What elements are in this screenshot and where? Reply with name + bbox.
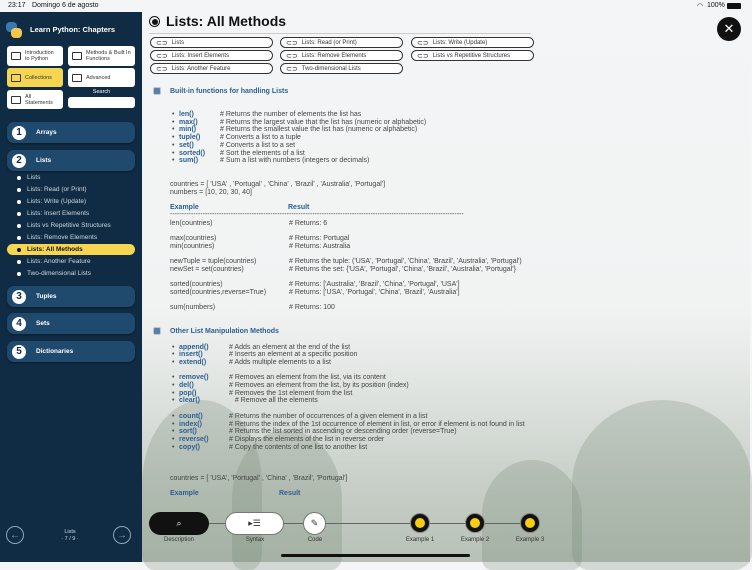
method-name: extend() bbox=[179, 358, 207, 366]
method-comment: # Returns the index of the 1st occurrence of element in list, or error if element is not found in list bbox=[229, 420, 525, 428]
bullet-dot: • bbox=[172, 126, 175, 134]
chapter-arrays[interactable] bbox=[7, 122, 135, 143]
chapter-label: Dictionaries bbox=[36, 348, 74, 355]
bullet-icon bbox=[17, 272, 21, 276]
sidebar-subitem[interactable] bbox=[7, 196, 135, 207]
description-icon: ⌕ bbox=[176, 518, 182, 528]
sidebar bbox=[0, 12, 142, 562]
chip-link[interactable] bbox=[150, 50, 273, 61]
sidebar-subitem[interactable] bbox=[7, 244, 135, 255]
chapter-number-icon: 3 bbox=[12, 290, 26, 304]
sidebar-subitem[interactable] bbox=[7, 256, 135, 267]
bullet-dot: • bbox=[172, 149, 175, 157]
wifi-icon: ◠ bbox=[697, 3, 704, 10]
chip-link[interactable] bbox=[411, 50, 534, 61]
example-result: # Returns: Portugal bbox=[289, 234, 350, 242]
example-3-button[interactable] bbox=[520, 513, 540, 533]
syntax-button[interactable] bbox=[225, 512, 284, 535]
bullet-dot: • bbox=[172, 435, 175, 443]
search-input[interactable] bbox=[68, 97, 135, 108]
chip-link[interactable] bbox=[280, 37, 403, 48]
example-result: # Returns: ['USA', 'Portugal', 'China', 'Brazil', 'Australia'] bbox=[289, 288, 460, 296]
chip-label: Lists bbox=[171, 39, 185, 46]
category-label: Collections bbox=[25, 74, 52, 81]
bullet-icon bbox=[17, 200, 21, 204]
bullet-icon bbox=[17, 176, 21, 180]
section-icon bbox=[153, 87, 161, 95]
method-comment: # Displays the elements of the list in reverse order bbox=[229, 435, 385, 443]
download-icon bbox=[72, 74, 82, 82]
status-time: 23:17 bbox=[8, 2, 26, 9]
bullet-dot: • bbox=[172, 141, 175, 149]
sidebar-subitem[interactable] bbox=[7, 208, 135, 219]
chip-label: Two-dimensional Lists bbox=[301, 65, 361, 72]
bullet-icon bbox=[17, 260, 21, 264]
method-comment: # Converts a list to a tuple bbox=[220, 134, 301, 142]
link-icon: ⊂⊃ bbox=[156, 39, 168, 47]
section-icon bbox=[153, 327, 161, 335]
chapter-label: Lists bbox=[36, 157, 52, 164]
method-comment: # Sum a list with numbers (integers or decimals) bbox=[220, 157, 370, 165]
method-comment: # Removes an element from the list, via its content bbox=[229, 374, 386, 382]
description-button[interactable] bbox=[149, 512, 209, 535]
bullet-dot: • bbox=[172, 428, 175, 436]
chip-label: Lists: Read (or Print) bbox=[301, 39, 357, 46]
status-date: Domingo 6 de agosto bbox=[32, 2, 99, 9]
table-icon bbox=[11, 74, 21, 82]
chapter-label: Tuples bbox=[36, 293, 57, 300]
method-comment: # Sort the elements of a list bbox=[220, 149, 305, 157]
category-label: Advanced bbox=[86, 74, 111, 81]
chip-link[interactable] bbox=[150, 37, 273, 48]
category-label: Introduction to Python bbox=[25, 50, 54, 62]
code-button[interactable] bbox=[303, 512, 326, 535]
example-3-label: Example 3 bbox=[515, 537, 545, 543]
method-comment: # Converts a list to a set bbox=[220, 141, 296, 149]
link-icon: ⊂⊃ bbox=[156, 65, 168, 73]
code-line: countries = [ 'USA' , 'Portugal' , 'China' , 'Brazil' , 'Australia', 'Portugal'] bbox=[170, 181, 386, 188]
close-button[interactable] bbox=[717, 17, 741, 41]
link-icon: ⊂⊃ bbox=[286, 52, 298, 60]
syntax-list-icon: ▸☰ bbox=[248, 518, 261, 528]
example-2-button[interactable] bbox=[465, 513, 485, 533]
pencil-icon: ✎ bbox=[310, 518, 319, 528]
bullet-icon bbox=[17, 188, 21, 192]
sidebar-subitem[interactable] bbox=[7, 232, 135, 243]
method-name: del() bbox=[179, 382, 194, 389]
example-result: # Returns: ['Australia', 'Brazil', 'China', 'Portugal', 'USA'] bbox=[289, 281, 460, 289]
code-label: Code bbox=[307, 537, 323, 543]
bullet-dot: • bbox=[172, 397, 175, 405]
section-title: Other List Manipulation Methods bbox=[170, 328, 279, 335]
syntax-label: Syntax bbox=[245, 537, 265, 543]
result-header: Result bbox=[279, 490, 301, 497]
method-name: set() bbox=[179, 141, 194, 149]
method-comment: # Remove all the elements bbox=[229, 397, 318, 405]
chip-link[interactable] bbox=[150, 63, 273, 74]
method-comment: # Removes an element from the list, by its position (index) bbox=[229, 382, 409, 389]
chapter-sets[interactable] bbox=[7, 313, 135, 334]
method-comment: # Inserts an element at a specific position bbox=[229, 351, 358, 359]
chip-link[interactable] bbox=[280, 63, 403, 74]
bullet-dot: • bbox=[172, 134, 175, 142]
title-radio-icon bbox=[149, 16, 160, 27]
example-result: # Returns: 100 bbox=[289, 304, 335, 312]
category-methods[interactable] bbox=[68, 46, 135, 66]
link-icon: ⊂⊃ bbox=[417, 39, 429, 47]
method-name: sorted() bbox=[179, 149, 206, 157]
method-name: tuple() bbox=[179, 134, 201, 142]
previous-arrow-icon[interactable]: ← bbox=[6, 526, 24, 544]
example-1-label: Example 1 bbox=[405, 537, 435, 543]
method-name: min() bbox=[179, 126, 197, 134]
sidebar-subitem[interactable] bbox=[7, 184, 135, 195]
code-line: numbers = [10, 20, 30, 40] bbox=[170, 188, 252, 196]
chapter-number-icon: 1 bbox=[12, 126, 26, 140]
method-comment: # Returns the smallest value the list has (numeric or alphabetic) bbox=[220, 126, 418, 134]
example-2-label: Example 2 bbox=[460, 537, 490, 543]
example-code: max(countries) bbox=[170, 234, 217, 242]
bullet-dot: • bbox=[172, 443, 175, 451]
chapter-label: Sets bbox=[36, 320, 50, 327]
example-header: Example bbox=[170, 204, 199, 211]
method-name: max() bbox=[179, 118, 198, 126]
method-comment: # Returns the number of elements the list has bbox=[220, 111, 362, 118]
subitem-label: Lists: Read (or Print) bbox=[27, 186, 87, 193]
search-label: Search bbox=[92, 89, 111, 95]
section-title: Built-in functions for handling Lists bbox=[170, 88, 289, 95]
bullet-icon bbox=[17, 224, 21, 228]
sidebar-title: Learn Python: Chapters bbox=[30, 25, 116, 34]
subitem-label: Lists: Another Feature bbox=[27, 258, 91, 265]
method-name: sort() bbox=[179, 428, 197, 436]
home-indicator bbox=[281, 554, 470, 557]
category-all-statements[interactable] bbox=[7, 90, 63, 109]
close-icon: ✕ bbox=[723, 21, 735, 36]
chapter-lists[interactable] bbox=[7, 150, 135, 171]
next-arrow-icon[interactable]: → bbox=[113, 526, 131, 544]
code-line: countries = [ 'USA', 'Portugal' , 'China' , 'Brazil', 'Portugal'] bbox=[170, 475, 348, 482]
subitem-label: Lists: All Methods bbox=[27, 246, 83, 253]
category-label: Methods & Built In Functions bbox=[86, 50, 131, 62]
method-name: clear() bbox=[179, 397, 201, 405]
subitem-label: Lists bbox=[27, 174, 41, 181]
chapter-label: Arrays bbox=[36, 129, 57, 136]
bullet-dot: • bbox=[172, 351, 175, 359]
category-label: All Statements bbox=[25, 93, 53, 106]
method-comment: # Removes the 1st element from the list bbox=[229, 389, 353, 397]
link-icon: ⊂⊃ bbox=[156, 52, 168, 60]
example-code: min(countries) bbox=[170, 242, 215, 250]
method-comment: # Adds multiple elements to a list bbox=[229, 358, 331, 366]
subitem-label: Lists: Insert Elements bbox=[27, 210, 90, 217]
pager bbox=[40, 529, 100, 543]
bullet-dot: • bbox=[172, 118, 175, 126]
category-advanced[interactable] bbox=[68, 68, 135, 87]
bullet-icon bbox=[17, 248, 21, 252]
example-result: # Returns the tuple: ('USA', 'Portugal', 'China', 'Brazil', 'Australia', 'Portugal') bbox=[289, 258, 522, 265]
python-logo-icon bbox=[6, 22, 22, 38]
chip-link[interactable] bbox=[280, 50, 403, 61]
bullet-dot: • bbox=[172, 382, 175, 389]
bullet-dot: • bbox=[172, 343, 175, 351]
example-result: # Returns the set: {'USA', 'Portugal', 'China', 'Brazil', 'Australia', 'Portugal'} bbox=[289, 265, 516, 273]
example-code: newSet = set(countries) bbox=[170, 265, 244, 273]
method-name: pop() bbox=[179, 389, 197, 397]
subitem-label: Lists vs Repetitive Structures bbox=[27, 222, 111, 229]
bullet-dot: • bbox=[172, 358, 175, 366]
method-comment: # Returns the list sorted in ascending or descending order (reverse=True) bbox=[229, 428, 457, 436]
method-name: index() bbox=[179, 420, 202, 428]
result-header: Result bbox=[288, 204, 310, 211]
subitem-label: Lists: Remove Elements bbox=[27, 234, 98, 241]
link-icon: ⊂⊃ bbox=[286, 39, 298, 47]
example-result: # Returns: Australia bbox=[289, 242, 351, 250]
example-code: newTuple = tuple(countries) bbox=[170, 258, 257, 265]
magnifier-icon bbox=[72, 52, 82, 60]
bullet-icon bbox=[17, 212, 21, 216]
status-bar bbox=[0, 0, 750, 12]
sidebar-subitem[interactable] bbox=[7, 220, 135, 231]
method-name: len() bbox=[179, 111, 194, 118]
category-introduction[interactable] bbox=[7, 46, 63, 66]
chapter-tuples[interactable] bbox=[7, 286, 135, 307]
chapter-dictionaries[interactable] bbox=[7, 341, 135, 362]
page-title: Lists: All Methods bbox=[166, 13, 287, 29]
pager-label: Lists bbox=[64, 529, 76, 535]
method-name: count() bbox=[179, 412, 203, 420]
link-icon: ⊂⊃ bbox=[286, 65, 298, 73]
chapter-number-icon: 4 bbox=[12, 317, 26, 331]
chip-label: Lists: Write (Update) bbox=[432, 39, 488, 46]
chapter-number-icon: 5 bbox=[12, 345, 26, 359]
subitem-label: Lists: Write (Update) bbox=[27, 198, 87, 205]
method-name: insert() bbox=[179, 351, 203, 359]
divider-line: ------------------------------------------------------------------------------------------------------------------------------ bbox=[170, 211, 464, 218]
example-code: len(countries) bbox=[170, 219, 213, 227]
pager-page: · 7 / 9 · bbox=[61, 536, 79, 542]
card-icon bbox=[11, 96, 21, 104]
chip-label: Lists vs Repetitive Structures bbox=[432, 52, 511, 59]
chip-label: Lists: Insert Elements bbox=[171, 52, 230, 59]
method-name: copy() bbox=[179, 443, 200, 451]
example-code: sorted(countries,reverse=True) bbox=[170, 288, 267, 296]
document-icon bbox=[11, 52, 21, 60]
bullet-dot: • bbox=[172, 374, 175, 382]
example-header: Example bbox=[170, 490, 199, 497]
bullet-dot: • bbox=[172, 412, 175, 420]
bullet-dot: • bbox=[172, 420, 175, 428]
sidebar-subitem[interactable] bbox=[7, 268, 135, 279]
example-result: # Returns: 6 bbox=[289, 219, 328, 227]
title-divider bbox=[149, 33, 531, 34]
chip-label: Lists: Another Feature bbox=[171, 65, 231, 72]
bullet-dot: • bbox=[172, 389, 175, 397]
description-label: Description bbox=[163, 537, 194, 543]
battery-percent: 100% bbox=[707, 2, 725, 9]
method-name: sum() bbox=[179, 157, 199, 165]
category-collections[interactable] bbox=[7, 68, 63, 87]
method-comment: # Returns the largest value that the list has (numeric or alphabetic) bbox=[220, 118, 427, 126]
method-comment: # Adds an element at the end of the list bbox=[229, 343, 351, 351]
bullet-icon bbox=[17, 236, 21, 240]
subitem-label: Two-dimensional Lists bbox=[27, 270, 91, 277]
sidebar-subitem[interactable] bbox=[7, 172, 135, 183]
method-comment: # Copy the contents of one list to another list bbox=[229, 443, 368, 451]
method-name: remove() bbox=[179, 374, 209, 382]
bullet-dot: • bbox=[172, 111, 175, 118]
bullet-dot: • bbox=[172, 157, 175, 165]
chapter-number-icon: 2 bbox=[12, 154, 26, 168]
example-code: sorted(countries) bbox=[170, 281, 223, 289]
example-code: sum(numbers) bbox=[170, 304, 216, 312]
method-name: reverse() bbox=[179, 435, 209, 443]
method-name: append() bbox=[179, 343, 209, 351]
chip-link[interactable] bbox=[411, 37, 534, 48]
example-1-button[interactable] bbox=[410, 513, 430, 533]
method-comment: # Returns the number of occurrences of a given element in a list bbox=[229, 412, 428, 420]
chip-label: Lists: Remove Elements bbox=[301, 52, 367, 59]
link-icon: ⊂⊃ bbox=[417, 52, 429, 60]
battery-icon bbox=[727, 3, 741, 9]
